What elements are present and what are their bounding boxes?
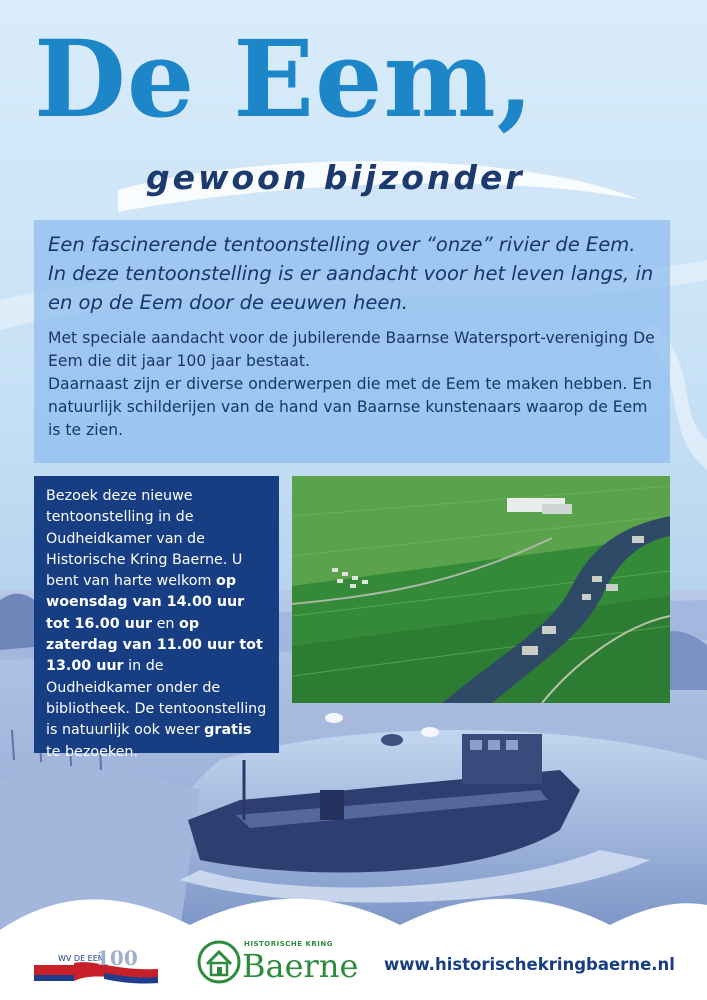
kring-small-label: HISTORISCHE KRING <box>244 940 334 948</box>
intro-body-text <box>48 327 656 442</box>
poster-subtitle: gewoon bijzonder <box>146 158 525 197</box>
logo-100-text: WV DE EEM <box>58 954 105 963</box>
wv-de-eem-100-logo <box>34 945 164 985</box>
visit-free-text: gratis <box>204 722 252 739</box>
visit-info-panel <box>34 476 279 760</box>
visit-day2-text: op zaterdag van 11.00 uur tot 13.00 uur <box>46 615 263 675</box>
poster-title: De Eem, <box>34 16 535 141</box>
intro-lead-text: Een fascinerende tentoonstelling over “onze” rivier de Eem. In deze tentoonstelling is er aandacht voor het leven langs, in en op de Eem door de eeuwen heen. <box>48 233 654 314</box>
intro-body-line2: Daarnaast zijn er diverse onderwerpen die met de Eem te maken hebben. En natuurlijk schilderijen van de hand van Baarnse kunstenaars waarop de Eem is te zien. <box>48 375 653 439</box>
visit-intro-text: Bezoek deze nieuwe tentoonstelling in de Oudheidkamer van de Historische Kring Baerne. U bent van harte welkom <box>46 488 243 590</box>
intro-body-line1: Met speciale aandacht voor de jubilerende Baarnse Watersport-vereniging De Eem die dit jaar 100 jaar bestaat. <box>48 329 655 370</box>
house-icon <box>196 936 242 986</box>
intro-panel <box>34 220 670 463</box>
visit-conj-text: en <box>152 615 180 632</box>
visit-end-text: te bezoeken. <box>46 743 139 760</box>
visit-location-text: in de Oudheidkamer onder de bibliotheek. De tentoonstelling is natuurlijk ook weer <box>46 658 267 739</box>
aerial-photo <box>292 476 670 703</box>
website-link[interactable]: www.historischekringbaerne.nl <box>384 955 675 974</box>
kring-name: Baerne <box>242 947 359 985</box>
visit-day1-text: op woensdag van 14.00 uur tot 16.00 uur <box>46 573 245 632</box>
historische-kring-baerne-logo <box>196 936 366 988</box>
logo-100-number: 100 <box>96 946 138 970</box>
